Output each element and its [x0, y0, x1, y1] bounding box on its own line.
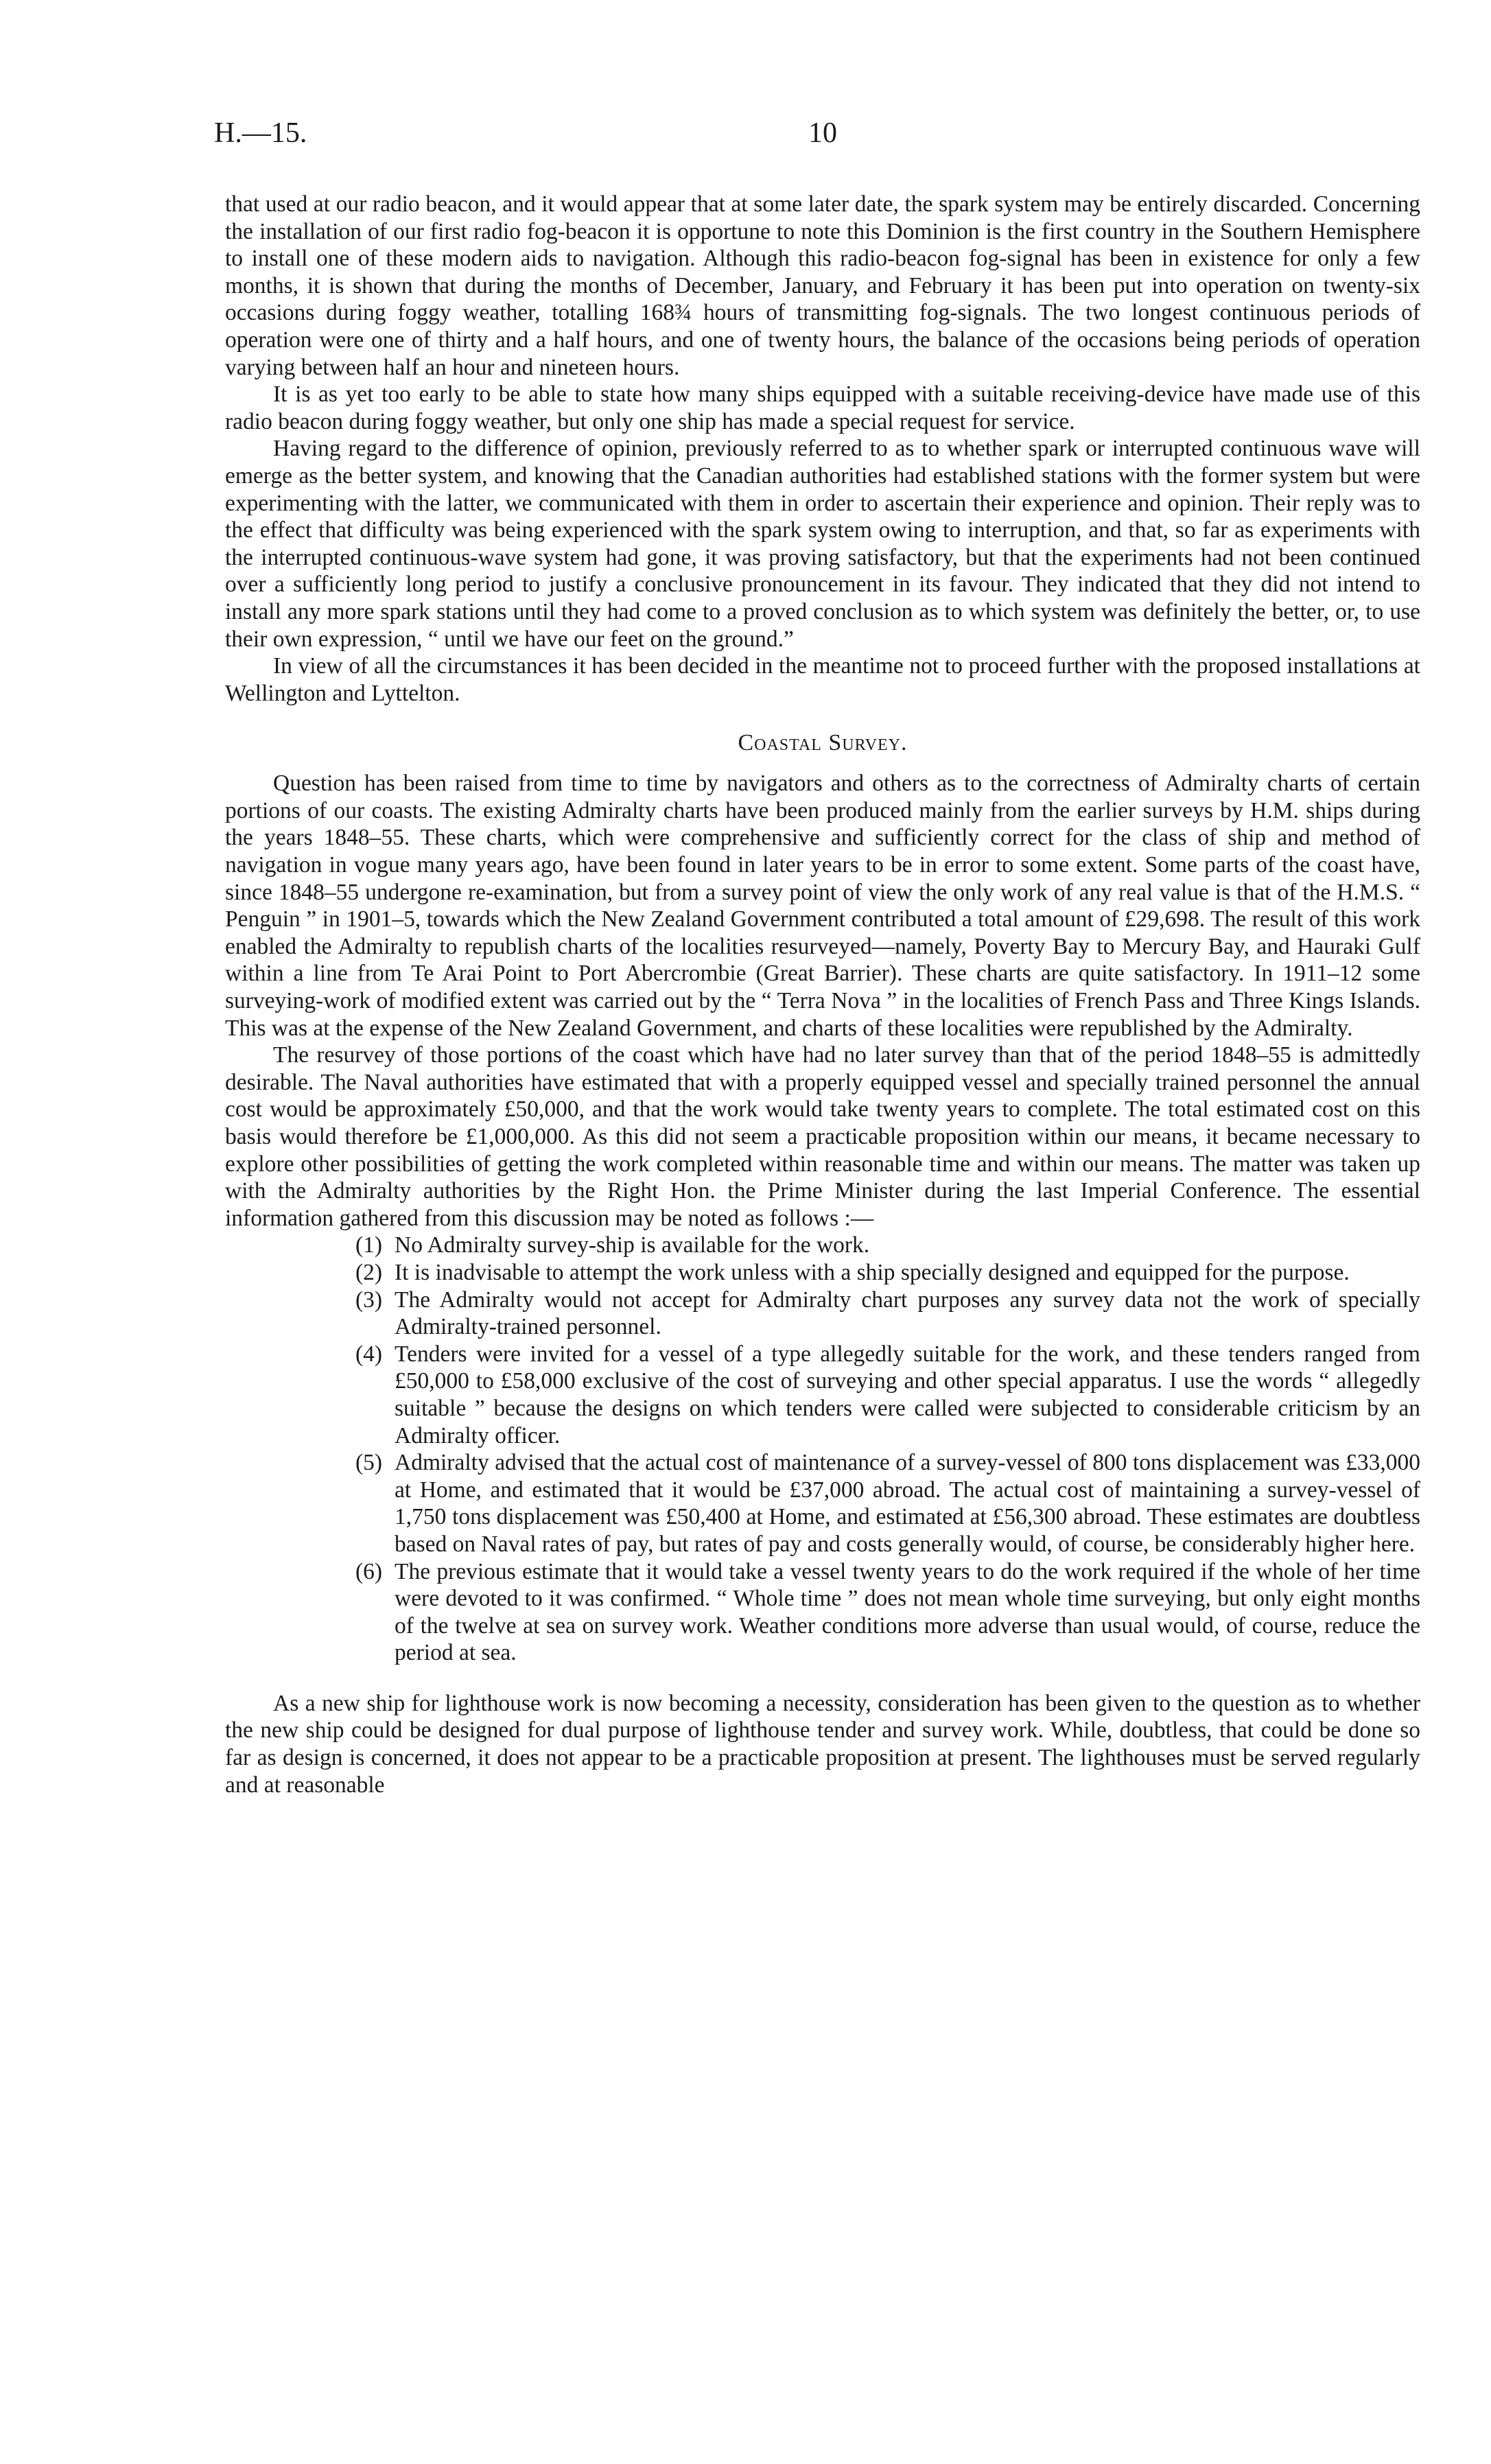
- page-header: [214, 117, 1420, 165]
- numbered-list: [225, 1232, 1420, 1667]
- paragraph-receiving-device: It is as yet too early to be able to state how many ships equipped with a suitable receiving-device have made use of this radio beacon during foggy weather, but only one ship has made a special request for service.: [225, 382, 1420, 434]
- list-item-number: (5): [355, 1450, 383, 1476]
- paragraph-resurvey-cost: The resurvey of those portions of the coast which have had no later survey than that of the period 1848–55 is admittedly desirable. The Naval authorities have estimated that with a properly equipped vessel and specially trained personnel the annual cost would be approximately £50,000, and that the work would take twenty years to complete. The total estimated cost on this basis would therefore be £1,000,000. As this did not seem a practicable proposition within our means, it became necessary to explore other possibilities of getting the work completed within reasonable time and within our means. The matter was taken up with the Admiralty authorities by the Right Hon. the Prime Minister during the last Imperial Conference. The essential information gathered from this discussion may be noted as follows :—: [225, 1042, 1420, 1231]
- list-item: [355, 1341, 1420, 1449]
- list-item-text: It is inadvisable to attempt the work unless with a ship specially designed and equipped for the purpose.: [395, 1259, 1350, 1285]
- list-item-number: (2): [355, 1259, 383, 1285]
- page-number: 10: [808, 117, 837, 149]
- list-item-number: (6): [355, 1558, 383, 1584]
- paper-reference: H.—15.: [214, 117, 307, 149]
- section-heading-coastal-survey: Coastal Survey.: [738, 730, 908, 756]
- list-item: [355, 1558, 1420, 1667]
- paragraph-admiralty-charts: Question has been raised from time to time by navigators and others as to the correctness of Admiralty charts of certain portions of our coasts. The existing Admiralty charts have been produced mainly from the earlier surveys by H.M. ships during the years 1848–55. These charts, which were comprehensive and sufficiently correct for the class of ship and method of navigation in vogue many years ago, have been found in later years to be in error to some extent. Some parts of the coast have, since 1848–55 undergone re-examination, but from a survey point of view the only work of any real value is that of the H.M.S. “ Penguin ” in 1901–5, towards which the New Zealand Government contributed a total amount of £29,698. The result of this work enabled the Admiralty to republish charts of the localities resurveyed—namely, Poverty Bay to Mercury Bay, and Hauraki Gulf within a line from Te Arai Point to Port Abercrombie (Great Barrier). These charts are quite satisfactory. In 1911–12 some surveying-work of modified extent was carried out by the “ Terra Nova ” in the localities of French Pass and Three Kings Islands. This was at the expense of the New Zealand Government, and charts of these localities were republished by the Admiralty.: [225, 771, 1420, 1041]
- list-item: [355, 1449, 1420, 1558]
- list-item-number: (1): [355, 1232, 383, 1258]
- paragraph-canadian-authorities: Having regard to the difference of opinion, previously referred to as to whether spark or interrupted continuous wave will emerge as the better system, and knowing that the Canadian authorities had established stations with the former system but were experimenting with the latter, we communicated with them in order to ascertain their experience and opinion. Their reply was to the effect that difficulty was being experienced with the spark system owing to interruption, and that, so far as experiments with the interrupted continuous-wave system had gone, it was proving satisfactory, but that the experiments had not been continued over a sufficiently long period to justify a conclusive pronouncement in its favour. They indicated that they did not intend to install any more spark stations until they had come to a proved conclusion as to which system was definitely the better, or, to use their own expression, “ until we have our feet on the ground.”: [225, 436, 1420, 652]
- paragraph-proposed-installations: In view of all the circumstances it has been decided in the meantime not to proceed further with the proposed installations at Wellington and Lyttelton.: [225, 653, 1420, 706]
- list-item: [355, 1259, 1420, 1287]
- list-item-number: (3): [355, 1287, 383, 1313]
- list-item: [355, 1287, 1420, 1341]
- list-item-text: No Admiralty survey-ship is available for the work.: [395, 1232, 870, 1258]
- list-item-number: (4): [355, 1341, 383, 1367]
- list-item-text: Tenders were invited for a vessel of a type allegedly suitable for the work, and these tenders ranged from £50,000 to £58,000 exclusive of the cost of surveying and other special apparatus. I use the words “ allegedly suitable ” because the designs on which tenders were called were subjected to considerable criticism by an Admiralty officer.: [395, 1341, 1420, 1448]
- paragraph-radio-beacon: that used at our radio beacon, and it would appear that at some later date, the spark system may be entirely discarded. Concerning the installation of our first radio fog-beacon it is opportune to note this Dominion is the first country in the Southern Hemisphere to install one of these modern aids to navigation. Although this radio-beacon fog-signal has been in existence for only a few months, it is shown that during the months of December, January, and February it has been put into operation on twenty-six occasions during foggy weather, totalling 168¾ hours of transmitting fog-signals. The two longest continuous periods of operation were one of thirty and a half hours, and one of twenty hours, the balance of the occasions being periods of operation varying between half an hour and nineteen hours.: [225, 191, 1420, 380]
- list-item: [355, 1232, 1420, 1259]
- list-item-text: Admiralty advised that the actual cost of maintenance of a survey-vessel of 800 tons displacement was £33,000 at Home, and estimated that it would be £37,000 abroad. The actual cost of maintaining a survey-vessel of 1,750 tons displacement was £50,400 at Home, and estimated at £56,300 abroad. These estimates are doubtless based on Naval rates of pay, but rates of pay and costs generally would, of course, be considerably higher here.: [395, 1450, 1420, 1557]
- document-page: [214, 117, 1420, 1798]
- list-item-text: The previous estimate that it would take a vessel twenty years to do the work required if the whole of her time were devoted to it was confirmed. “ Whole time ” does not mean whole time surveying, but only eight months of the twelve at sea on survey work. Weather conditions more adverse than usual would, of course, reduce the period at sea.: [395, 1558, 1420, 1666]
- paragraph-lighthouse-ship: As a new ship for lighthouse work is now becoming a necessity, consideration has been given to the question as to whether the new ship could be designed for dual purpose of lighthouse tender and survey work. While, doubtless, that could be done so far as design is concerned, it does not appear to be a practicable proposition at present. The lighthouses must be served regularly and at reasonable: [225, 1690, 1420, 1798]
- list-item-text: The Admiralty would not accept for Admiralty chart purposes any survey data not the work of specially Admiralty-trained personnel.: [395, 1287, 1420, 1340]
